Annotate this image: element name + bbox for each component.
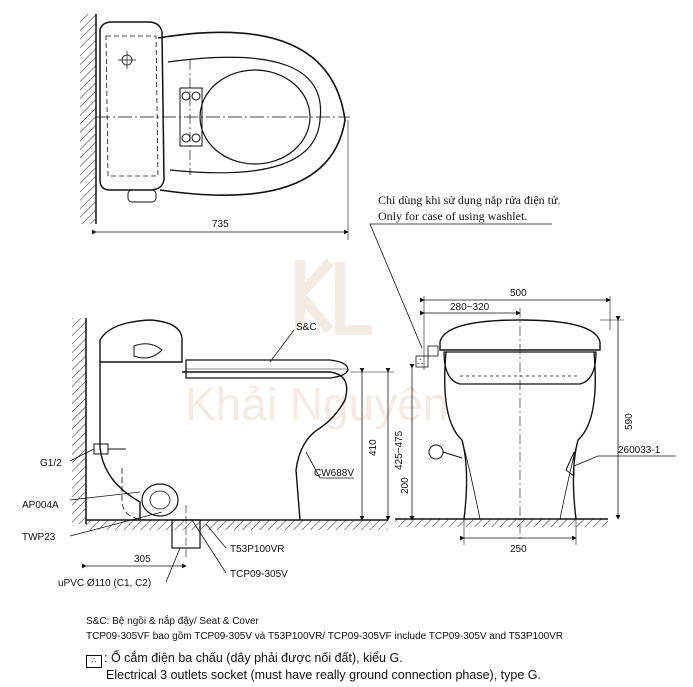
top-view xyxy=(80,14,350,240)
socket-vi-text: : Ổ cắm điện ba chấu (dây phải được nối đất), kiểu G. xyxy=(104,651,403,665)
note-en: Only for case of using washlet. xyxy=(378,209,528,223)
dim-305: 305 xyxy=(134,554,151,565)
dim-735: 735 xyxy=(212,219,229,230)
socket-symbol-icon: ∴ xyxy=(86,655,102,668)
label-cw688v: CW688V xyxy=(314,468,355,479)
dim-200: 200 xyxy=(400,477,411,494)
legend-socket-vi xyxy=(86,650,686,668)
legend-socket-en: Electrical 3 outlets socket (must have really ground connection phase), type G. xyxy=(106,668,541,682)
dim-410: 410 xyxy=(368,439,379,456)
side-view xyxy=(22,318,428,589)
label-upvc: uPVC Ø110 (C1, C2) xyxy=(58,578,152,589)
dim-425-475: 425~475 xyxy=(394,430,405,470)
label-t53p100vr: T53P100VR xyxy=(230,544,285,555)
label-tcp09-305v: TCP09-305V xyxy=(230,569,288,580)
label-ap004a: AP004A xyxy=(22,500,59,511)
legend-line-2: TCP09-305VF bao gồm TCP09-305V và T53P100VR/ TCP09-305VF include TCP09-305V and T53P100VR xyxy=(86,631,564,642)
legend-line-1: S&C: Bệ ngồi & nắp đậy/ Seat & Cover xyxy=(86,616,259,627)
svg-text:∴: ∴ xyxy=(417,357,424,368)
label-twp23: TWP23 xyxy=(22,532,56,543)
dim-280-320: 280~320 xyxy=(450,302,490,313)
label-g12: G1/2 xyxy=(40,458,62,469)
note-vi: Chỉ dùng khi sử dụng nắp rửa điện tử. xyxy=(378,193,561,207)
dim-250: 250 xyxy=(510,544,527,555)
dim-500: 500 xyxy=(510,288,527,299)
watermark-text: Khải Nguyên xyxy=(185,378,449,430)
watermark-logo xyxy=(300,260,372,330)
dim-590: 590 xyxy=(624,413,635,430)
label-sc: S&C xyxy=(296,322,317,333)
label-260033-1: 260033-1 xyxy=(618,445,661,456)
